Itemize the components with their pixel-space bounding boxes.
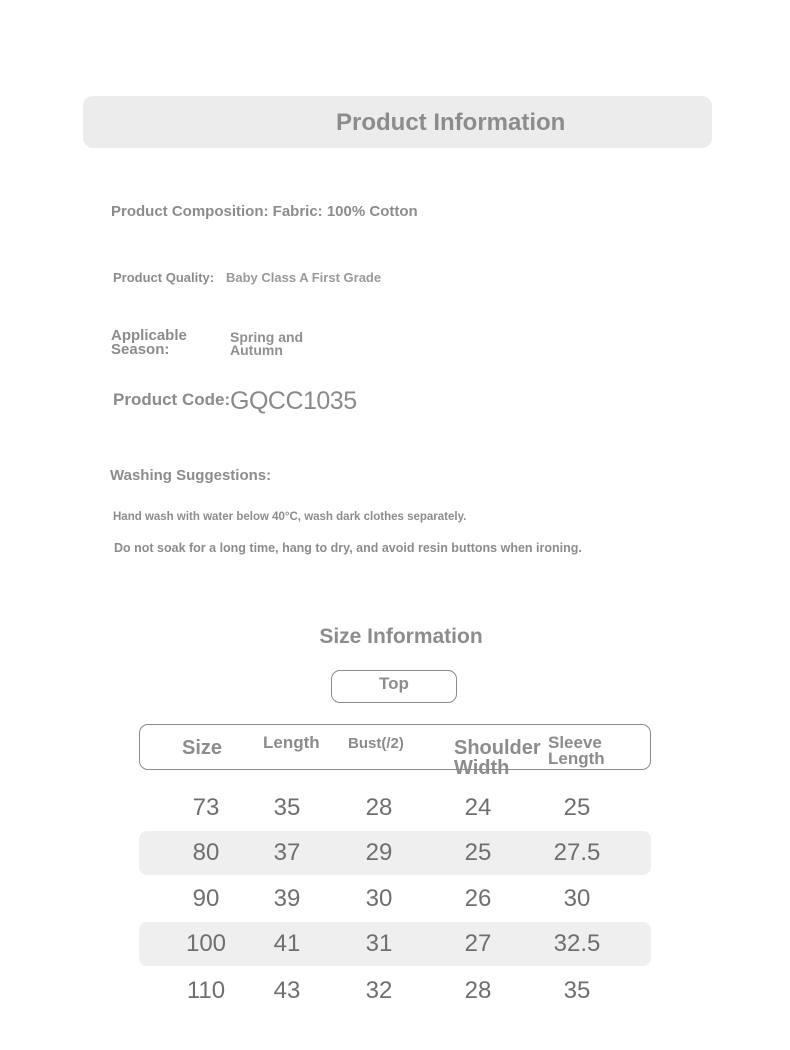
size-info-title: Size Information: [319, 625, 483, 648]
table-row: [139, 831, 651, 875]
cell-shoulder-width: 24: [464, 794, 492, 821]
cell-bust: 28: [365, 794, 393, 821]
applicable-season-label: Applicable Season:: [111, 327, 187, 358]
product-info-title: Product Information: [336, 109, 566, 136]
cell-bust: 32: [365, 977, 393, 1004]
product-code-label: Product Code:: [113, 390, 231, 409]
cell-bust: 30: [365, 885, 393, 912]
table-row: [139, 969, 651, 1013]
cell-shoulder-width: 27: [464, 930, 492, 957]
cell-size: 90: [192, 885, 220, 912]
product-code-value: GQCC1035: [230, 387, 357, 415]
cell-size: 80: [192, 839, 220, 866]
table-row: [139, 877, 651, 921]
tab-top-label: Top: [379, 674, 409, 693]
washing-instruction: Hand wash with water below 40°C, wash dark clothes separately.: [113, 511, 467, 523]
cell-sleeve-length: 25: [563, 794, 591, 821]
product-quality-value: Baby Class A First Grade: [226, 270, 382, 285]
washing-suggestions-title: Washing Suggestions:: [110, 467, 272, 484]
cell-bust: 29: [365, 839, 393, 866]
applicable-season-value: Spring and Autumn: [230, 329, 304, 358]
cell-sleeve-length: 27.5: [553, 839, 601, 866]
cell-shoulder-width: 28: [464, 977, 492, 1004]
product-composition: Product Composition: Fabric: 100% Cotton: [111, 203, 418, 220]
cell-sleeve-length: 32.5: [553, 930, 601, 957]
tab-top[interactable]: [331, 670, 457, 703]
column-header-bust: Bust(/2): [348, 735, 404, 752]
cell-length: 37: [273, 839, 301, 866]
cell-length: 41: [273, 930, 301, 957]
cell-sleeve-length: 35: [563, 977, 591, 1004]
cell-shoulder-width: 25: [464, 839, 492, 866]
cell-bust: 31: [365, 930, 393, 957]
cell-size: 73: [192, 794, 220, 821]
column-header-sleeve-length: Sleeve Length: [548, 733, 605, 768]
cell-sleeve-length: 30: [563, 885, 591, 912]
cell-size: 100: [185, 930, 227, 957]
washing-instruction: Do not soak for a long time, hang to dry, and avoid resin buttons when ironing.: [114, 541, 582, 555]
cell-length: 35: [273, 794, 301, 821]
cell-size: 110: [186, 977, 226, 1004]
column-header-size: Size: [182, 737, 223, 759]
cell-length: 39: [273, 885, 301, 912]
column-header-shoulder-width: Shoulder Width: [454, 737, 541, 779]
product-quality-label: Product Quality:: [113, 270, 215, 285]
table-row: [139, 922, 651, 966]
column-header-length: Length: [263, 733, 320, 752]
cell-length: 43: [273, 977, 301, 1004]
table-row: [139, 786, 651, 830]
cell-shoulder-width: 26: [464, 885, 492, 912]
